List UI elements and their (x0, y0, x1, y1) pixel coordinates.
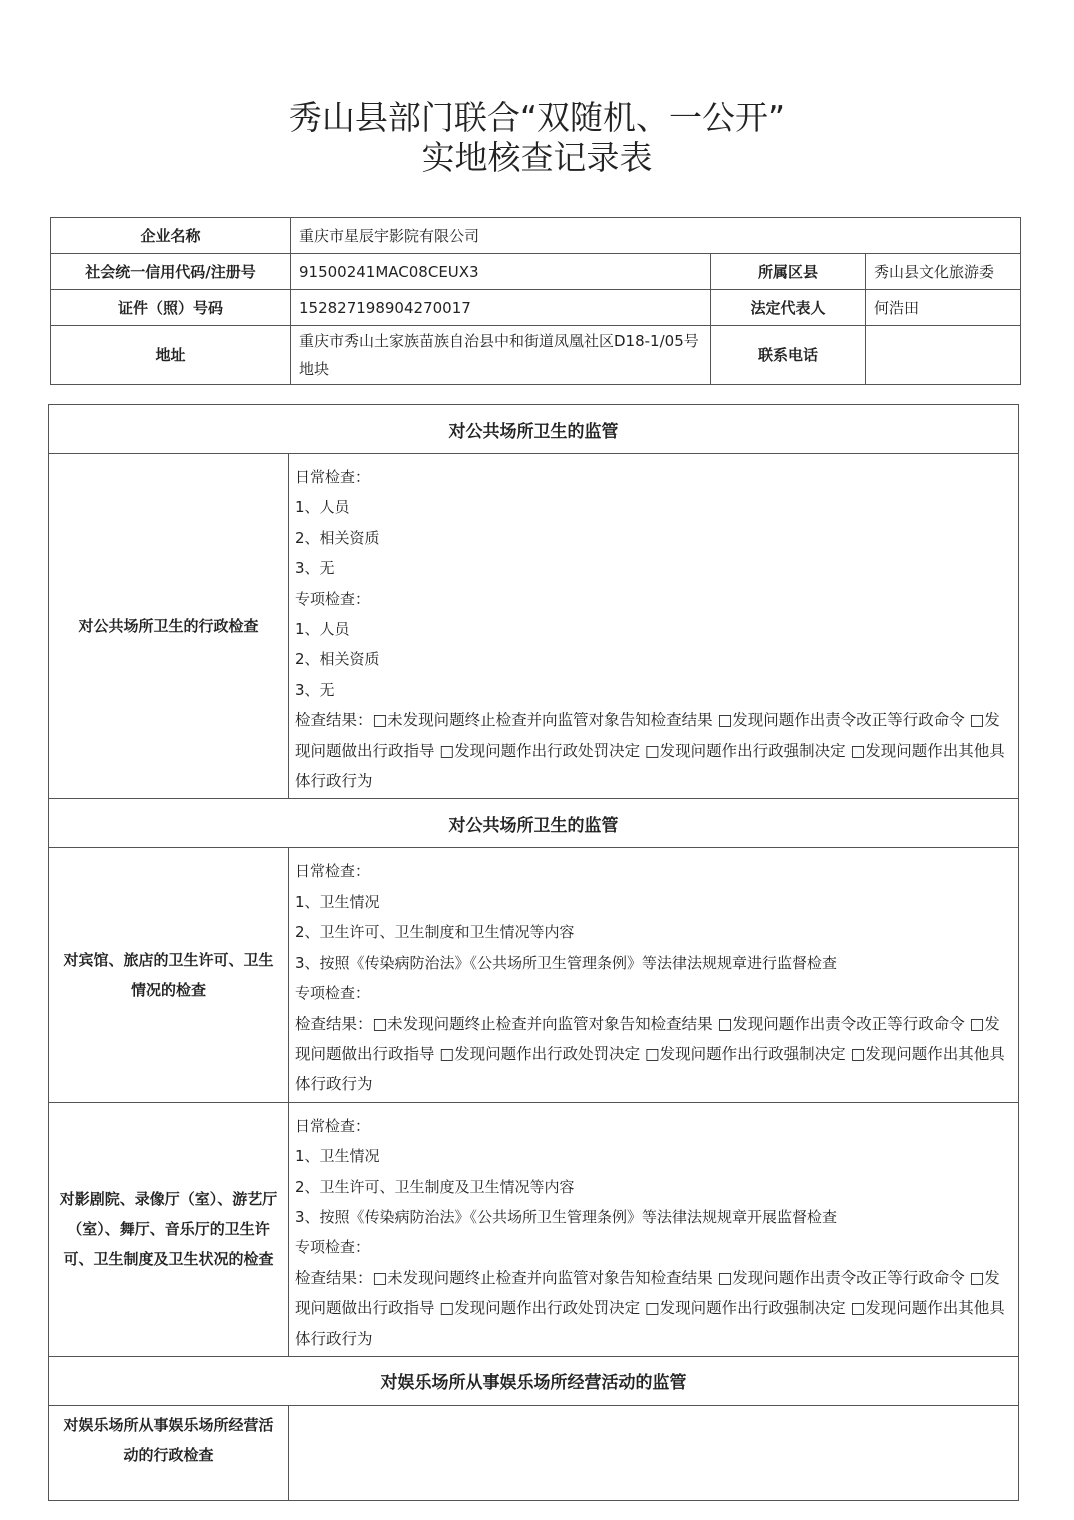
section-header: 对公共场所卫生的监管 (49, 405, 1019, 454)
content-line: 2、卫生许可、卫生制度和卫生情况等内容 (295, 923, 575, 942)
content-line: 专项检查： (295, 1238, 371, 1257)
content-line: 2、相关资质 (295, 528, 380, 547)
company-name-label: 企业名称 (51, 218, 291, 254)
content-line: 2、卫生许可、卫生制度及卫生情况等内容 (295, 1177, 575, 1196)
license-number-value: 152827198904270017 (291, 290, 711, 326)
address-label: 地址 (51, 326, 291, 385)
inspection-content (289, 1102, 1019, 1356)
section-header-row (49, 799, 1019, 848)
inspection-row (49, 848, 1019, 1102)
inspection-result: 检查结果：□未发现问题终止检查并向监管对象告知检查结果 □发现问题作出责令改正等行政命令 □发现问题做出行政指导 □发现问题作出行政处罚决定 □发现问题作出行政强制决定 □发现问题作出其他具体行政行为 (295, 1014, 1005, 1094)
inspection-row (49, 1102, 1019, 1356)
phone-label: 联系电话 (711, 326, 866, 385)
company-name-value: 重庆市星辰宇影院有限公司 (291, 218, 1021, 254)
phone-value (866, 326, 1021, 385)
title-line-2: 实地核查记录表 (421, 138, 653, 177)
content-line: 1、卫生情况 (295, 1147, 380, 1166)
inspection-item-label: 对娱乐场所从事娱乐场所经营活动的行政检查 (49, 1405, 289, 1500)
content-line: 3、按照《传染病防治法》《公共场所卫生管理条例》等法律法规规章进行监督检查 (295, 953, 838, 972)
content-line: 3、无 (295, 680, 335, 699)
company-row (51, 218, 1021, 254)
content-line: 1、人员 (295, 620, 350, 639)
address-row (51, 326, 1021, 385)
content-line: 1、卫生情况 (295, 892, 380, 911)
content-line: 日常检查： (295, 1116, 371, 1135)
content-line: 日常检查： (295, 468, 371, 486)
inspection-item-label: 对公共场所卫生的行政检查 (49, 454, 289, 799)
legal-rep-value: 何浩田 (866, 290, 1021, 326)
content-line: 日常检查： (295, 862, 371, 881)
inspection-row (49, 454, 1019, 799)
id-row (51, 290, 1021, 326)
content-line: 专项检查： (295, 589, 371, 608)
inspection-row (49, 1405, 1019, 1500)
district-value: 秀山县文化旅游委 (866, 254, 1021, 290)
content-line: 1、人员 (295, 498, 350, 517)
inspection-content (289, 1405, 1019, 1500)
content-line: 3、无 (295, 559, 335, 578)
credit-code-label: 社会统一信用代码/注册号 (51, 254, 291, 290)
section-header: 对娱乐场所从事娱乐场所经营活动的监管 (49, 1356, 1019, 1405)
inspection-table (48, 404, 1019, 1501)
content-line: 2、相关资质 (295, 650, 380, 669)
company-info-table (50, 217, 1021, 385)
address-value: 重庆市秀山土家族苗族自治县中和街道凤凰社区D18-1/05号地块 (291, 326, 711, 385)
inspection-result: 检查结果：□未发现问题终止检查并向监管对象告知检查结果 □发现问题作出责令改正等行政命令 □发现问题做出行政指导 □发现问题作出行政处罚决定 □发现问题作出行政强制决定 □发现问题作出其他具体行政行为 (295, 1268, 1005, 1348)
credit-code-value: 91500241MAC08CEUX3 (291, 254, 711, 290)
inspection-content (289, 454, 1019, 799)
legal-rep-label: 法定代表人 (711, 290, 866, 326)
district-label: 所属区县 (711, 254, 866, 290)
inspection-result: 检查结果：□未发现问题终止检查并向监管对象告知检查结果 □发现问题作出责令改正等行政命令 □发现问题做出行政指导 □发现问题作出行政处罚决定 □发现问题作出行政强制决定 □发现问题作出其他具体行政行为 (295, 711, 1005, 791)
section-header-row (49, 1356, 1019, 1405)
inspection-item-label: 对影剧院、录像厅（室）、游艺厅（室）、舞厅、音乐厅的卫生许可、卫生制度及卫生状况的检查 (49, 1102, 289, 1356)
document-title (0, 98, 1074, 178)
content-line: 3、按照《传染病防治法》《公共场所卫生管理条例》等法律法规规章开展监督检查 (295, 1207, 838, 1226)
content-line: 专项检查： (295, 984, 371, 1003)
section-header: 对公共场所卫生的监管 (49, 799, 1019, 848)
license-number-label: 证件（照）号码 (51, 290, 291, 326)
section-header-row (49, 405, 1019, 454)
inspection-item-label: 对宾馆、旅店的卫生许可、卫生情况的检查 (49, 848, 289, 1102)
credit-row (51, 254, 1021, 290)
inspection-content (289, 848, 1019, 1102)
title-line-1: 秀山县部门联合“双随机、一公开” (288, 98, 786, 137)
